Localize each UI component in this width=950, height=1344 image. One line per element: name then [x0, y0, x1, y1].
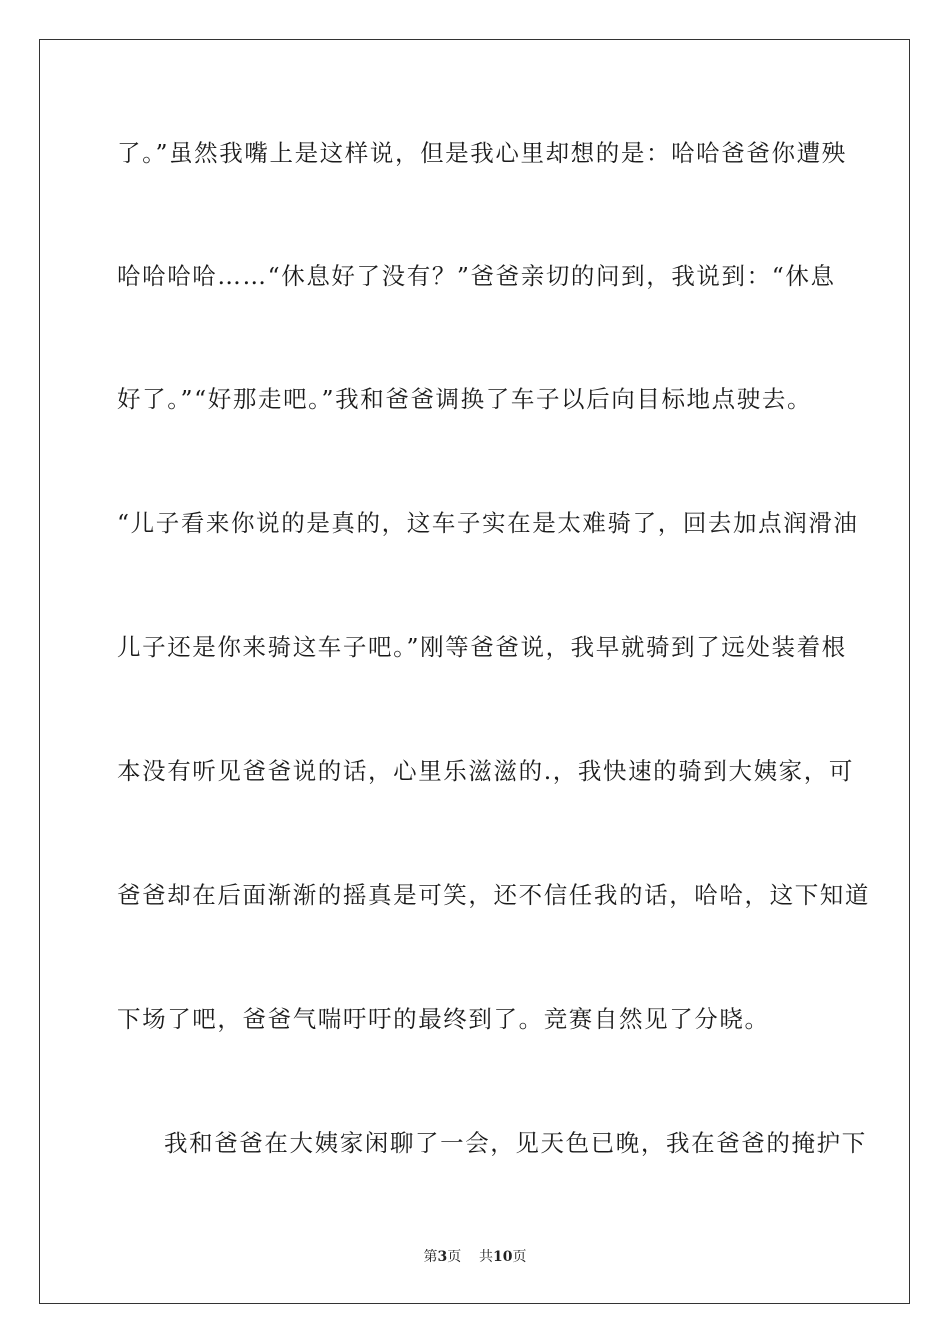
footer-page-prefix: 第 [423, 1249, 438, 1265]
body-text-line-5: 儿子还是你来骑这车子吧。”刚等爸爸说，我早就骑到了远处装着根 [117, 633, 847, 661]
page-border [39, 39, 910, 1304]
footer-page-unit: 页 [447, 1249, 462, 1265]
body-text-line-8: 下场了吧，爸爸气喘吁吁的最终到了。竞赛自然见了分晓。 [117, 1005, 770, 1033]
body-text-line-4: “儿子看来你说的是真的，这车子实在是太难骑了，回去加点润滑油 [117, 509, 859, 537]
body-text-line-7: 爸爸却在后面渐渐的摇真是可笑，还不信任我的话，哈哈，这下知道 [117, 881, 870, 909]
footer-page-current: 3 [437, 1249, 448, 1265]
body-text-line-9: 我和爸爸在大姨家闲聊了一会，见天色已晚，我在爸爸的掩护下 [164, 1129, 867, 1157]
body-text-line-3: 好了。”“好那走吧。”我和爸爸调换了车子以后向目标地点驶去。 [117, 385, 813, 413]
body-text-line-6: 本没有听见爸爸说的话，心里乐滋滋的.，我快速的骑到大姨家，可 [117, 757, 854, 785]
body-text-line-1: 了。”虽然我嘴上是这样说，但是我心里却想的是：哈哈爸爸你遭殃 [117, 139, 847, 167]
body-text-line-2: 哈哈哈哈……“休息好了没有？”爸爸亲切的问到，我说到：“休息 [117, 262, 836, 290]
page-footer [0, 1248, 950, 1266]
footer-total-unit: 页 [512, 1249, 527, 1265]
footer-total-prefix: 共 [479, 1249, 494, 1265]
footer-page-total: 10 [493, 1249, 513, 1265]
